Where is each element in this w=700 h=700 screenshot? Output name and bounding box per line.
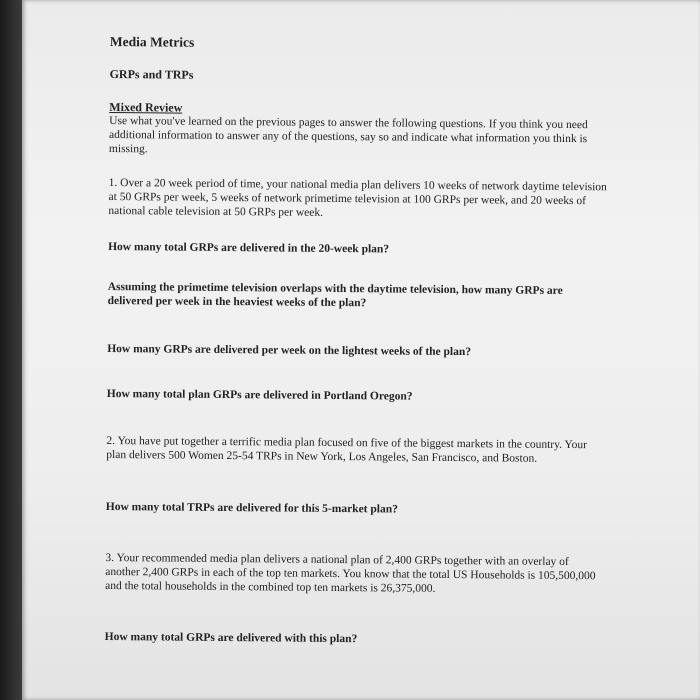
document-title: Media Metrics: [109, 33, 195, 50]
question-2a: How many total TRPs are delivered for this 5-market plan?: [105, 500, 398, 516]
question-1d: How many total plan GRPs are delivered in Portland Oregon?: [106, 387, 413, 403]
document-subtitle: GRPs and TRPs: [109, 66, 194, 82]
problem-3: 3. Your recommended media plan delivers a national plan of 2,400 GRPs together with an overlay of another 2,400 GRPs in each of the top ten markets. You know that the total US Households is 105,500,000 and the total households in the combined top ten markets is 26,375,000.: [105, 551, 596, 595]
problem-2: 2. You have put together a terrific media plan focused on five of the biggest markets in the country. Your plan delivers 500 Women 25-54 TRPs in New York, Los Angeles, San Francisco, and Boston.: [106, 434, 587, 465]
problem-1: 1. Over a 20 week period of time, your national media plan delivers 10 weeks of network daytime television at 50 GRPs per week, 5 weeks of network primetime television at 100 GRPs per week, and 20 weeks of national cable television at 50 GRPs per week.: [108, 176, 607, 219]
monitor-bezel: [0, 0, 22, 700]
section-heading: Mixed Review: [109, 99, 183, 115]
document-content: [105, 30, 610, 648]
question-1c: How many GRPs are delivered per week on the lightest weeks of the plan?: [107, 342, 472, 359]
document-page: [22, 0, 700, 700]
question-3a: How many total GRPs are delivered with this plan?: [104, 630, 358, 646]
question-1b: Assuming the primetime television overlaps with the daytime television, how many GRPs are delivered per week in the heaviest weeks of the plan?: [107, 280, 563, 310]
question-1a: How many total GRPs are delivered in the 20-week plan?: [108, 240, 390, 256]
intro-paragraph: Use what you've learned on the previous pages to answer the following questions. If you think you need additional information to answer any of the questions, say so and indicate what information you think is missing.: [108, 114, 588, 156]
